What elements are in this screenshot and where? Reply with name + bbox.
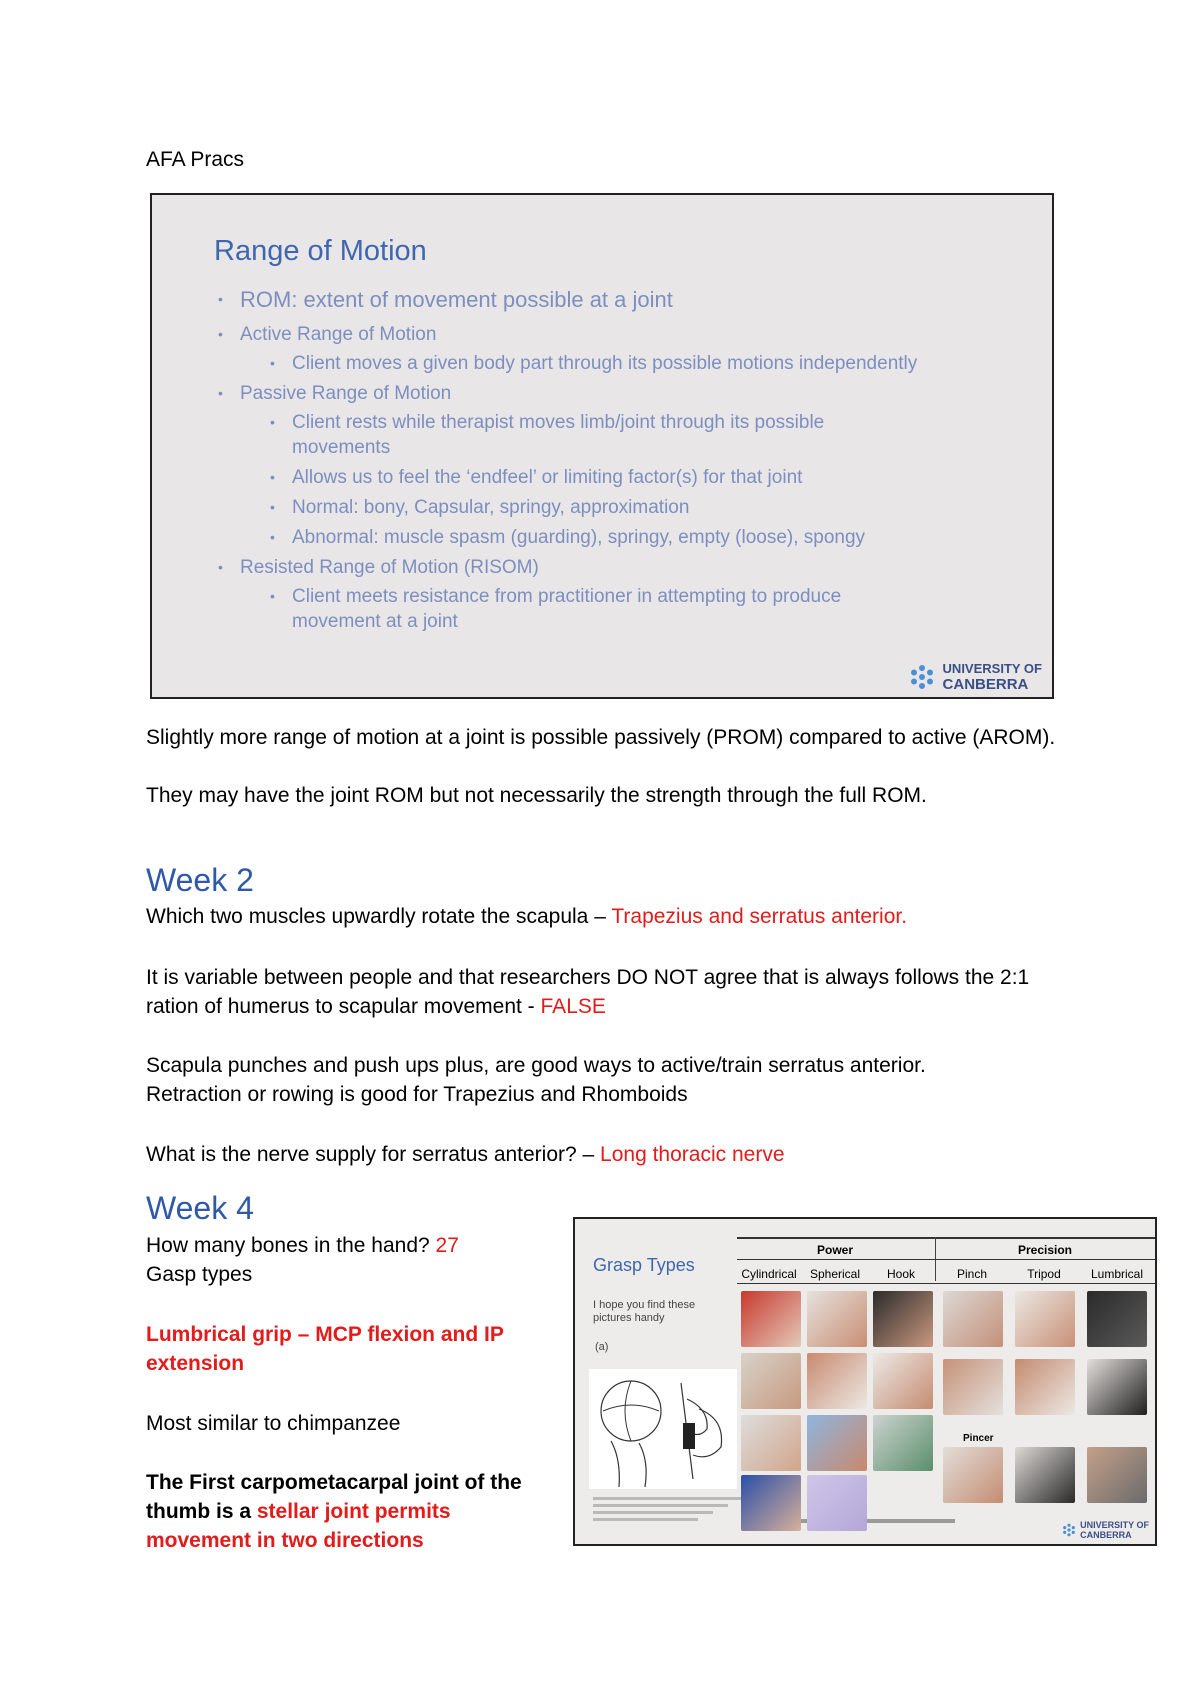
sub-bullet-passive-4: • Abnormal: muscle spasm (guarding), springy, empty (loose), spongy [266, 525, 1014, 550]
week4-first-cmc [146, 1468, 546, 1555]
question-text: Which two muscles upwardly rotate the scapula – [146, 905, 612, 928]
col-tripod: Tripod [1027, 1267, 1061, 1281]
col-lumbrical: Lumbrical [1090, 1267, 1144, 1281]
sub-bullet-passive-2: • Allows us to feel the ‘endfeel’ or limiting factor(s) for that joint [266, 465, 1014, 490]
week2-note-retraction: Retraction or rowing is good for Trapezius and Rhomboids [146, 1083, 688, 1106]
col-cylindrical: Cylindrical [741, 1267, 797, 1281]
logo-line-2: CANBERRA [1080, 1530, 1132, 1540]
pinch-photo-3 [943, 1447, 1003, 1503]
answer-text: stellar joint permits movement in two directions [146, 1500, 451, 1552]
university-logo [907, 661, 1042, 693]
hook-photo-3 [873, 1415, 933, 1471]
week4-lumbrical-grip: Lumbrical grip – MCP flexion and IP extension [146, 1323, 504, 1375]
answer-text: Long thoracic nerve [600, 1143, 785, 1166]
week2-note-serratus: Scapula punches and push ups plus, are good ways to active/train serratus anterior. [146, 1054, 926, 1077]
week-4-heading: Week 4 [146, 1190, 254, 1226]
grasp-slide-title: Grasp Types [593, 1255, 695, 1275]
tripod-photo-3 [1015, 1447, 1075, 1503]
sub-bullet-passive-3: • Normal: bony, Capsular, springy, approximation [266, 495, 1014, 520]
pincer-label: Pincer [963, 1433, 994, 1444]
week2-question-1 [146, 902, 1066, 931]
hook-photo-2 [873, 1353, 933, 1409]
logo-line-2: CANBERRA [942, 676, 1029, 693]
snowflake-logo-icon [1061, 1522, 1077, 1538]
bullet-active-rom: • Active Range of Motion [214, 322, 1014, 347]
snowflake-logo-icon [907, 662, 937, 692]
spherical-photo-2 [807, 1353, 867, 1409]
grasp-citation [593, 1497, 743, 1531]
rom-note-2: They may have the joint ROM but not necessarily the strength through the full ROM. [146, 784, 927, 807]
week4-chimpanzee: Most similar to chimpanzee [146, 1412, 401, 1435]
group-precision: Precision [1017, 1243, 1073, 1257]
question-text: It is variable between people and that researchers DO NOT agree that is always follows the 2:1 ration of humerus to scapular movement - [146, 966, 1030, 1018]
group-rule [737, 1259, 1157, 1260]
grasp-sketch-image [589, 1369, 737, 1489]
bullet-passive-rom: • Passive Range of Motion [214, 381, 1014, 406]
bullet-rom-definition: • ROM: extent of movement possible at a joint [214, 287, 1014, 312]
sub-bullet-resisted-rom: • Client meets resistance from practitioner in attempting to produce movement at a joint [266, 584, 892, 634]
cylindrical-photo-1 [741, 1291, 801, 1347]
question-text: How many bones in the hand? [146, 1234, 436, 1257]
question-text: What is the nerve supply for serratus anterior? – [146, 1143, 601, 1166]
spherical-photo-3 [807, 1415, 867, 1471]
grasp-types-slide [573, 1217, 1157, 1546]
col-hook: Hook [886, 1267, 915, 1281]
header-rule [737, 1283, 1157, 1284]
cylindrical-photo-2 [741, 1353, 801, 1409]
rom-note-1: Slightly more range of motion at a joint is possible passively (PROM) compared to active (AROM). [146, 726, 1056, 749]
slide-title: Range of Motion [214, 235, 427, 267]
answer-text: Trapezius and serratus anterior. [611, 905, 908, 928]
answer-text: 27 [435, 1234, 459, 1257]
pinch-photo-2 [943, 1359, 1003, 1415]
week4-gasp-types: Gasp types [146, 1263, 253, 1286]
statement-text: The First carpometacarpal joint of the thumb is a [146, 1471, 522, 1523]
logo-line-1: UNIVERSITY OF [942, 661, 1042, 676]
lumbrical-photo-2 [1087, 1359, 1147, 1415]
group-power: Power [816, 1243, 853, 1257]
pinch-photo-1 [943, 1291, 1003, 1347]
bullet-resisted-rom: • Resisted Range of Motion (RISOM) [214, 555, 1014, 580]
hook-photo-1 [873, 1291, 933, 1347]
spherical-photo-4 [807, 1475, 867, 1531]
slide-bullets [214, 287, 1014, 639]
range-of-motion-slide [150, 193, 1054, 699]
week2-question-4 [146, 1140, 1066, 1169]
logo-line-1: UNIVERSITY OF [1080, 1520, 1149, 1530]
grasp-slide-note: I hope you find these pictures handy [593, 1299, 696, 1324]
week2-question-2 [146, 963, 1066, 1021]
week4-question-bones [146, 1231, 546, 1260]
grasp-slide-label: (a) [595, 1341, 609, 1353]
sub-bullet-active-rom: • Client moves a given body part through its possible motions independently [266, 351, 1014, 376]
document-title: AFA Pracs [146, 148, 245, 171]
hand-sketch-illustration [589, 1369, 737, 1489]
answer-text: FALSE [540, 995, 606, 1018]
tripod-photo-1 [1015, 1291, 1075, 1347]
grasp-university-logo [1061, 1520, 1149, 1540]
spherical-photo-1 [807, 1291, 867, 1347]
col-spherical: Spherical [809, 1267, 861, 1281]
week-2-heading: Week 2 [146, 862, 254, 898]
lumbrical-photo-1 [1087, 1291, 1147, 1347]
lumbrical-photo-3 [1087, 1447, 1147, 1503]
cylindrical-photo-3 [741, 1415, 801, 1471]
col-pinch: Pinch [956, 1267, 988, 1281]
tripod-photo-2 [1015, 1359, 1075, 1415]
sub-bullet-passive-1: • Client rests while therapist moves limb/joint through its possible movements [266, 410, 852, 460]
table-top-rule [737, 1237, 1157, 1239]
cylindrical-photo-4 [741, 1475, 801, 1531]
